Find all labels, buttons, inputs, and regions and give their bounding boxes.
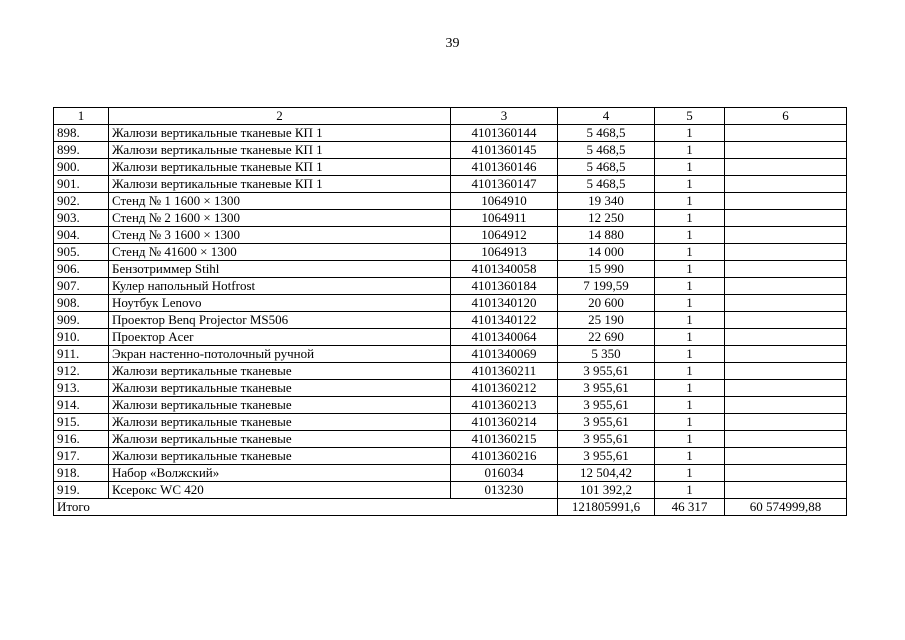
item-name: Ксерокс WC 420 bbox=[109, 482, 451, 499]
item-name: Жалюзи вертикальные тканевые КП 1 bbox=[109, 125, 451, 142]
item-name: Стенд № 3 1600 × 1300 bbox=[109, 227, 451, 244]
table-row bbox=[54, 346, 847, 363]
item-quantity: 1 bbox=[655, 482, 725, 499]
inventory-table bbox=[53, 107, 847, 516]
item-cost: 20 600 bbox=[558, 295, 655, 312]
table-row bbox=[54, 125, 847, 142]
item-cost: 5 468,5 bbox=[558, 125, 655, 142]
item-name: Жалюзи вертикальные тканевые bbox=[109, 414, 451, 431]
table-row bbox=[54, 448, 847, 465]
item-cost: 5 350 bbox=[558, 346, 655, 363]
item-quantity: 1 bbox=[655, 397, 725, 414]
column-header: 5 bbox=[655, 108, 725, 125]
item-quantity: 1 bbox=[655, 312, 725, 329]
item-cost: 19 340 bbox=[558, 193, 655, 210]
row-number: 911. bbox=[54, 346, 109, 363]
item-extra bbox=[725, 278, 847, 295]
table-row bbox=[54, 176, 847, 193]
item-quantity: 1 bbox=[655, 125, 725, 142]
item-name: Жалюзи вертикальные тканевые bbox=[109, 363, 451, 380]
item-cost: 14 000 bbox=[558, 244, 655, 261]
row-number: 909. bbox=[54, 312, 109, 329]
table-row bbox=[54, 278, 847, 295]
inventory-code: 013230 bbox=[451, 482, 558, 499]
item-extra bbox=[725, 414, 847, 431]
item-extra bbox=[725, 295, 847, 312]
table-row bbox=[54, 312, 847, 329]
table-row bbox=[54, 244, 847, 261]
item-name: Проектор Acer bbox=[109, 329, 451, 346]
inventory-code: 4101340064 bbox=[451, 329, 558, 346]
item-extra bbox=[725, 312, 847, 329]
table-row bbox=[54, 193, 847, 210]
item-cost: 3 955,61 bbox=[558, 397, 655, 414]
item-cost: 3 955,61 bbox=[558, 414, 655, 431]
table-row bbox=[54, 295, 847, 312]
item-quantity: 1 bbox=[655, 210, 725, 227]
item-extra bbox=[725, 159, 847, 176]
item-cost: 25 190 bbox=[558, 312, 655, 329]
table-row bbox=[54, 159, 847, 176]
inventory-code: 016034 bbox=[451, 465, 558, 482]
item-extra bbox=[725, 448, 847, 465]
row-number: 906. bbox=[54, 261, 109, 278]
inventory-code: 4101360213 bbox=[451, 397, 558, 414]
table-row bbox=[54, 227, 847, 244]
item-cost: 5 468,5 bbox=[558, 142, 655, 159]
item-name: Жалюзи вертикальные тканевые bbox=[109, 448, 451, 465]
item-extra bbox=[725, 176, 847, 193]
item-cost: 12 504,42 bbox=[558, 465, 655, 482]
item-name: Проектор Benq Projector MS506 bbox=[109, 312, 451, 329]
item-cost: 15 990 bbox=[558, 261, 655, 278]
table-row bbox=[54, 210, 847, 227]
inventory-code: 4101360216 bbox=[451, 448, 558, 465]
row-number: 916. bbox=[54, 431, 109, 448]
inventory-code: 4101360214 bbox=[451, 414, 558, 431]
item-extra bbox=[725, 329, 847, 346]
item-quantity: 1 bbox=[655, 329, 725, 346]
item-extra bbox=[725, 465, 847, 482]
inventory-code: 1064910 bbox=[451, 193, 558, 210]
item-cost: 14 880 bbox=[558, 227, 655, 244]
inventory-code: 1064913 bbox=[451, 244, 558, 261]
row-number: 904. bbox=[54, 227, 109, 244]
item-extra bbox=[725, 142, 847, 159]
item-quantity: 1 bbox=[655, 261, 725, 278]
inventory-code: 4101360146 bbox=[451, 159, 558, 176]
item-extra bbox=[725, 261, 847, 278]
item-name: Кулер напольный Hotfrost bbox=[109, 278, 451, 295]
item-name: Жалюзи вертикальные тканевые КП 1 bbox=[109, 142, 451, 159]
table-row bbox=[54, 142, 847, 159]
item-extra bbox=[725, 482, 847, 499]
item-cost: 5 468,5 bbox=[558, 176, 655, 193]
item-quantity: 1 bbox=[655, 363, 725, 380]
item-cost: 5 468,5 bbox=[558, 159, 655, 176]
inventory-code: 4101340120 bbox=[451, 295, 558, 312]
total-quantity: 46 317 bbox=[655, 499, 725, 516]
item-extra bbox=[725, 210, 847, 227]
item-name: Бензотриммер Stihl bbox=[109, 261, 451, 278]
row-number: 915. bbox=[54, 414, 109, 431]
item-quantity: 1 bbox=[655, 431, 725, 448]
table-row bbox=[54, 329, 847, 346]
row-number: 900. bbox=[54, 159, 109, 176]
total-row bbox=[54, 499, 847, 516]
inventory-code: 4101340069 bbox=[451, 346, 558, 363]
row-number: 918. bbox=[54, 465, 109, 482]
inventory-code: 1064912 bbox=[451, 227, 558, 244]
item-extra bbox=[725, 227, 847, 244]
inventory-code: 4101360144 bbox=[451, 125, 558, 142]
row-number: 902. bbox=[54, 193, 109, 210]
item-quantity: 1 bbox=[655, 227, 725, 244]
inventory-code: 4101340122 bbox=[451, 312, 558, 329]
item-name: Жалюзи вертикальные тканевые bbox=[109, 431, 451, 448]
inventory-code: 1064911 bbox=[451, 210, 558, 227]
item-quantity: 1 bbox=[655, 465, 725, 482]
item-extra bbox=[725, 397, 847, 414]
item-quantity: 1 bbox=[655, 346, 725, 363]
item-quantity: 1 bbox=[655, 414, 725, 431]
item-quantity: 1 bbox=[655, 142, 725, 159]
inventory-code: 4101360145 bbox=[451, 142, 558, 159]
item-cost: 3 955,61 bbox=[558, 380, 655, 397]
column-header: 1 bbox=[54, 108, 109, 125]
row-number: 910. bbox=[54, 329, 109, 346]
item-quantity: 1 bbox=[655, 159, 725, 176]
row-number: 907. bbox=[54, 278, 109, 295]
item-name: Жалюзи вертикальные тканевые КП 1 bbox=[109, 159, 451, 176]
item-extra bbox=[725, 346, 847, 363]
row-number: 912. bbox=[54, 363, 109, 380]
item-quantity: 1 bbox=[655, 176, 725, 193]
row-number: 913. bbox=[54, 380, 109, 397]
row-number: 919. bbox=[54, 482, 109, 499]
table-header-row bbox=[54, 108, 847, 125]
table-row bbox=[54, 397, 847, 414]
item-quantity: 1 bbox=[655, 244, 725, 261]
item-extra bbox=[725, 125, 847, 142]
column-header: 6 bbox=[725, 108, 847, 125]
item-cost: 12 250 bbox=[558, 210, 655, 227]
inventory-code: 4101340058 bbox=[451, 261, 558, 278]
inventory-code: 4101360184 bbox=[451, 278, 558, 295]
total-cost: 121805991,6 bbox=[558, 499, 655, 516]
item-quantity: 1 bbox=[655, 278, 725, 295]
item-name: Ноутбук Lenovo bbox=[109, 295, 451, 312]
column-header: 4 bbox=[558, 108, 655, 125]
table-row bbox=[54, 414, 847, 431]
row-number: 899. bbox=[54, 142, 109, 159]
table-row bbox=[54, 431, 847, 448]
item-name: Стенд № 2 1600 × 1300 bbox=[109, 210, 451, 227]
item-extra bbox=[725, 244, 847, 261]
page-number: 39 bbox=[445, 36, 460, 51]
item-name: Стенд № 41600 × 1300 bbox=[109, 244, 451, 261]
inventory-code: 4101360215 bbox=[451, 431, 558, 448]
item-extra bbox=[725, 431, 847, 448]
item-cost: 22 690 bbox=[558, 329, 655, 346]
row-number: 898. bbox=[54, 125, 109, 142]
item-quantity: 1 bbox=[655, 295, 725, 312]
row-number: 908. bbox=[54, 295, 109, 312]
row-number: 914. bbox=[54, 397, 109, 414]
table-row bbox=[54, 380, 847, 397]
column-header: 2 bbox=[109, 108, 451, 125]
item-name: Жалюзи вертикальные тканевые bbox=[109, 380, 451, 397]
item-quantity: 1 bbox=[655, 448, 725, 465]
row-number: 903. bbox=[54, 210, 109, 227]
item-extra bbox=[725, 363, 847, 380]
item-extra bbox=[725, 193, 847, 210]
inventory-code: 4101360212 bbox=[451, 380, 558, 397]
table-row bbox=[54, 482, 847, 499]
row-number: 917. bbox=[54, 448, 109, 465]
table-row bbox=[54, 363, 847, 380]
item-name: Жалюзи вертикальные тканевые bbox=[109, 397, 451, 414]
inventory-code: 4101360211 bbox=[451, 363, 558, 380]
item-cost: 3 955,61 bbox=[558, 448, 655, 465]
item-name: Жалюзи вертикальные тканевые КП 1 bbox=[109, 176, 451, 193]
row-number: 905. bbox=[54, 244, 109, 261]
column-header: 3 bbox=[451, 108, 558, 125]
item-quantity: 1 bbox=[655, 193, 725, 210]
inventory-code: 4101360147 bbox=[451, 176, 558, 193]
item-extra bbox=[725, 380, 847, 397]
item-cost: 101 392,2 bbox=[558, 482, 655, 499]
row-number: 901. bbox=[54, 176, 109, 193]
item-name: Экран настенно-потолочный ручной bbox=[109, 346, 451, 363]
item-cost: 3 955,61 bbox=[558, 363, 655, 380]
total-label: Итого bbox=[54, 499, 558, 516]
item-name: Стенд № 1 1600 × 1300 bbox=[109, 193, 451, 210]
table-row bbox=[54, 465, 847, 482]
item-cost: 3 955,61 bbox=[558, 431, 655, 448]
item-quantity: 1 bbox=[655, 380, 725, 397]
table-row bbox=[54, 261, 847, 278]
item-name: Набор «Волжский» bbox=[109, 465, 451, 482]
item-cost: 7 199,59 bbox=[558, 278, 655, 295]
total-extra: 60 574999,88 bbox=[725, 499, 847, 516]
